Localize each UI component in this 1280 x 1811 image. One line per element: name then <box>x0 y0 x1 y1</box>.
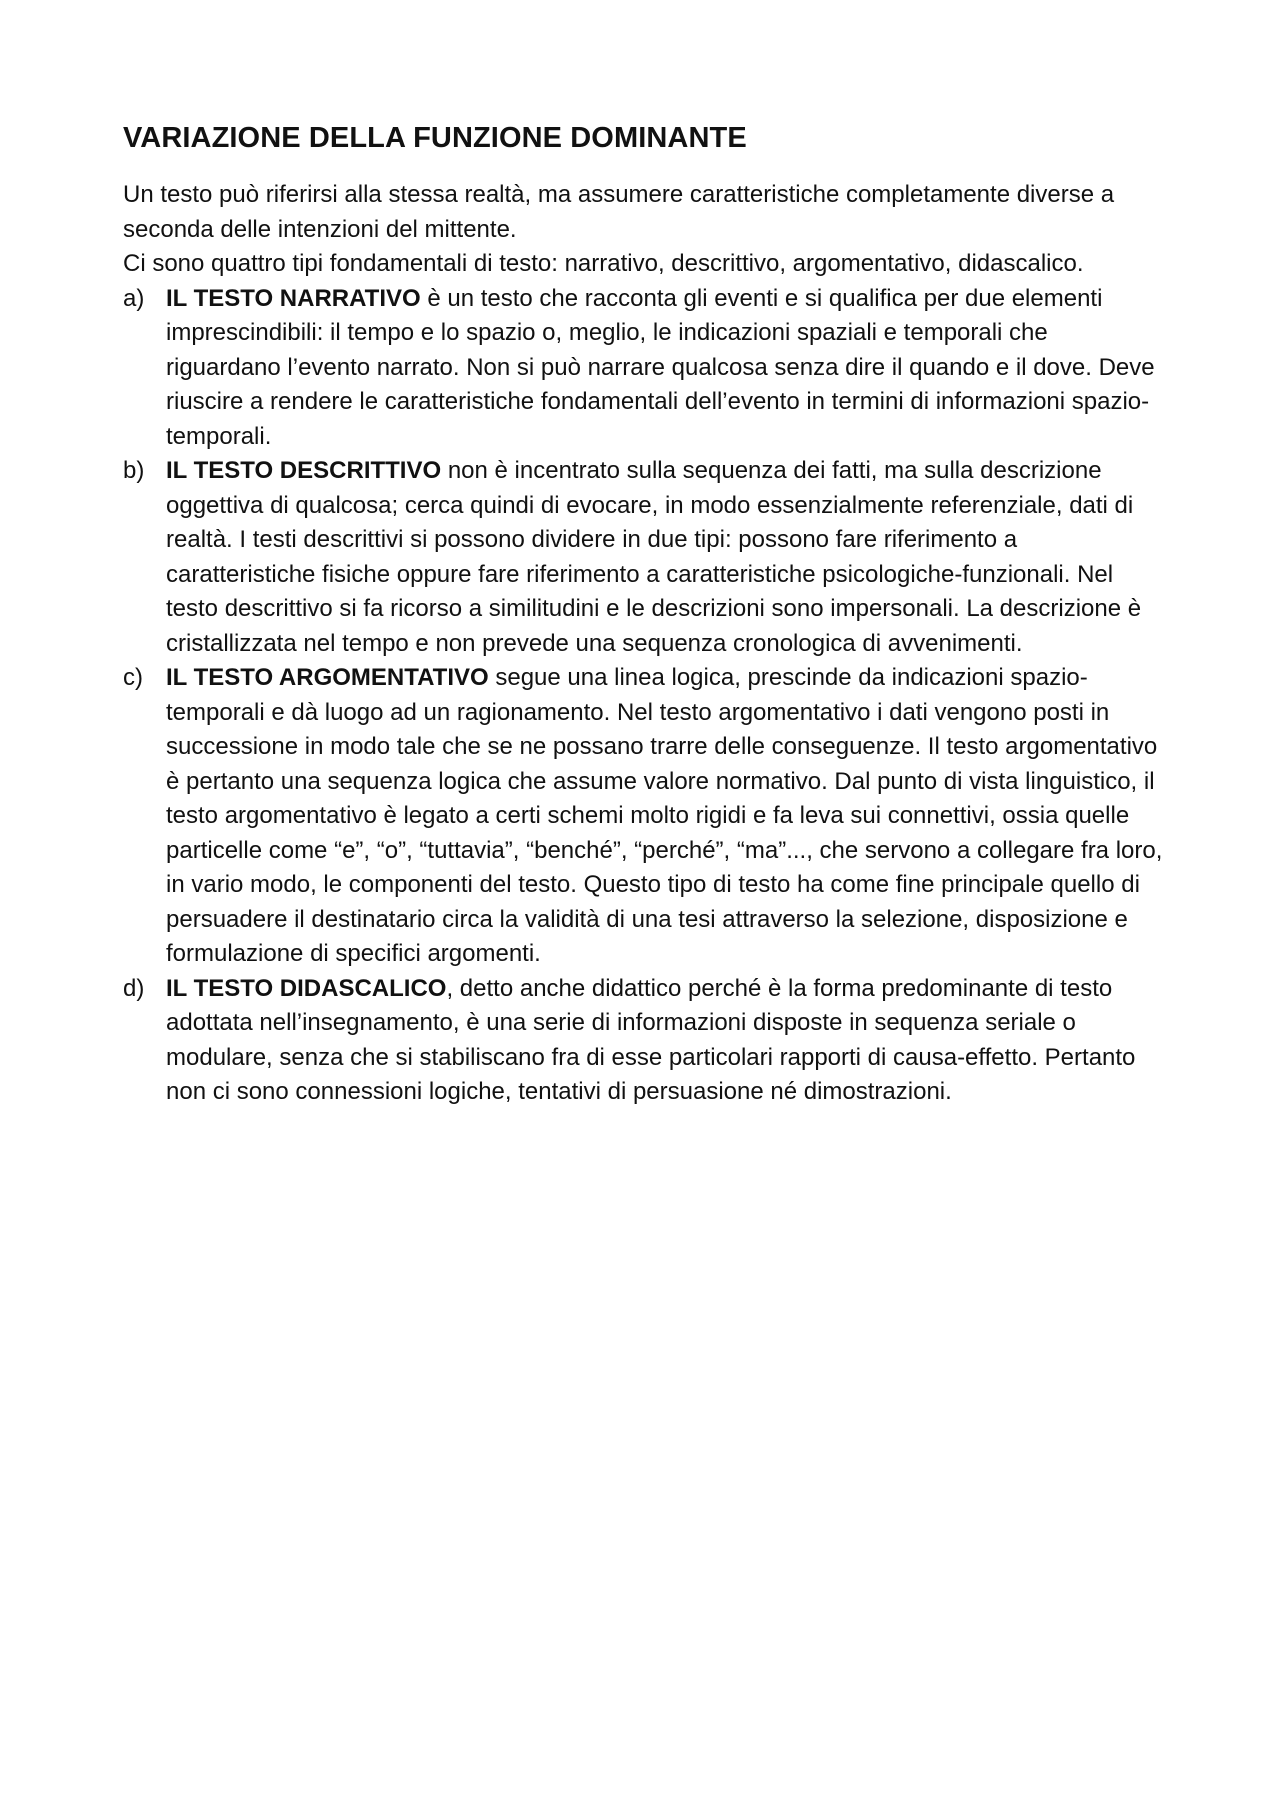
item-text: segue una linea logica, prescinde da indicazioni spazio-temporali e dà luogo ad un ragionamento. Nel testo argomentativo i dati vengono posti in successione in modo tale che se ne possano trarre delle conseguenze. Il testo argomentativo è pertanto una sequenza logica che assume valore normativo. Dal punto di vista linguistico, il testo argomentativo è legato a certi schemi molto rigidi e fa leva sui connettivi, ossia quelle particelle come “e”, “o”, “tuttavia”, “benché”, “perché”, “ma”..., che servono a collegare fra loro, in vario modo, le componenti del testo. Questo tipo di testo ha come fine principale quello di persuadere il destinatario circa la validità di una tesi attraverso la selezione, disposizione e formulazione di specifici argomenti. <box>166 664 1163 967</box>
list-item-narrativo <box>123 282 1163 455</box>
list-marker: b) <box>123 457 145 484</box>
item-heading: IL TESTO ARGOMENTATIVO <box>166 664 489 691</box>
list-item-argomentativo <box>123 661 1163 972</box>
item-text: non è incentrato sulla sequenza dei fatti, ma sulla descrizione oggettiva di qualcosa; cerca quindi di evocare, in modo essenzialmente referenziale, dati di realtà. I testi descrittivi si possono dividere in due tipi: possono fare riferimento a caratteristiche fisiche oppure fare riferimento a caratteristiche psicologiche-funzionali. Nel testo descrittivo si fa ricorso a similitudini e le descrizioni sono impersonali. La descrizione è cristallizzata nel tempo e non prevede una sequenza cronologica di avvenimenti. <box>166 457 1142 657</box>
intro-paragraph: Ci sono quattro tipi fondamentali di testo: narrativo, descrittivo, argomentativo, didascalico. <box>123 250 1084 277</box>
list-item-descrittivo <box>123 454 1163 661</box>
list-marker: c) <box>123 664 143 691</box>
page-title: VARIAZIONE DELLA FUNZIONE DOMINANTE <box>123 122 747 154</box>
item-heading: IL TESTO NARRATIVO <box>166 284 421 312</box>
item-heading: IL TESTO DESCRITTIVO <box>166 457 442 484</box>
list-marker: a) <box>123 284 145 312</box>
item-text: , detto anche didattico perché è la forma predominante di testo adottata nell’insegnamento, è una serie di informazioni disposte in sequenza seriale o modulare, senza che si stabiliscano fra di esse particolari rapporti di causa-effetto. Pertanto non ci sono connessioni logiche, tentativi di persuasione né dimostrazioni. <box>166 974 1136 1105</box>
intro-paragraph: Un testo può riferirsi alla stessa realtà, ma assumere caratteristiche completamente diverse a seconda delle intenzioni del mittente. <box>123 181 1115 243</box>
document-page <box>123 120 1163 1110</box>
list-item-didascalico <box>123 972 1163 1110</box>
item-text: è un testo che racconta gli eventi e si qualifica per due elementi imprescindibili: il tempo e lo spazio o, meglio, le indicazioni spaziali e temporali che riguardano l’evento narrato. Non si può narrare qualcosa senza dire il quando e il dove. Deve riuscire a rendere le caratteristiche fondamentali dell’evento in termini di informazioni spazio-temporali. <box>166 284 1155 450</box>
text-types-list <box>123 282 1163 1110</box>
list-marker: d) <box>123 974 145 1002</box>
item-heading: IL TESTO DIDASCALICO <box>166 974 447 1002</box>
